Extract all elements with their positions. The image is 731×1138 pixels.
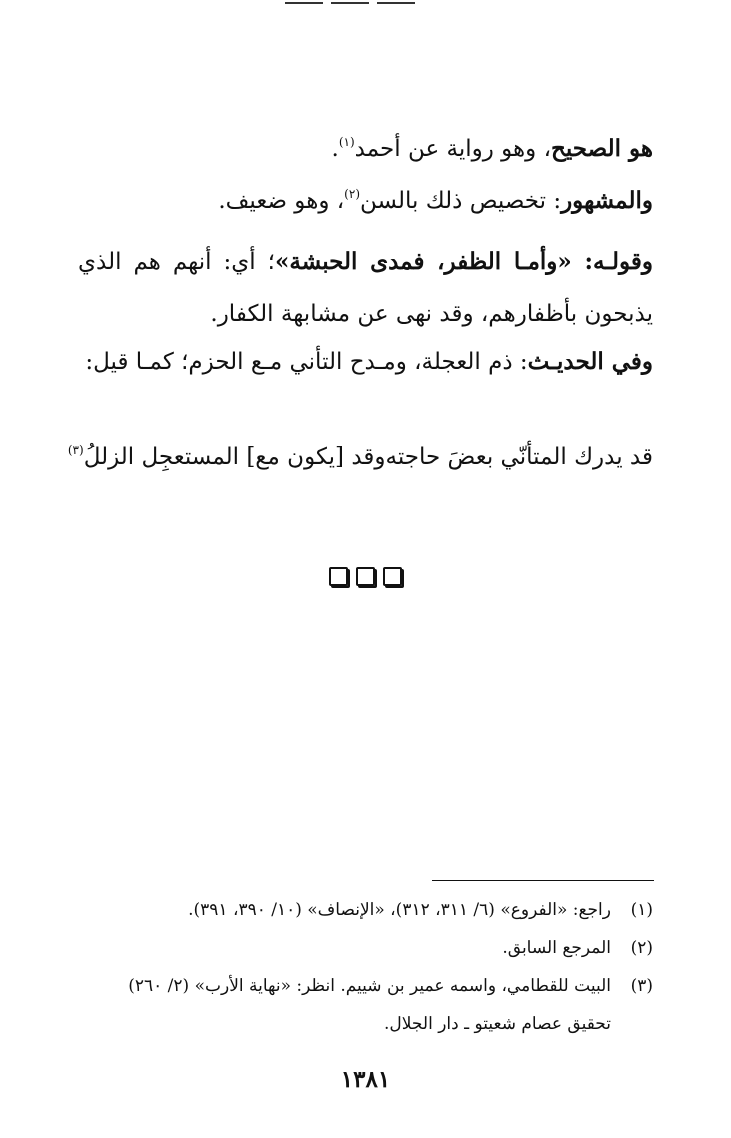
- poetry-verse: [67, 440, 653, 474]
- footnote-3-continuation: تحقيق عصام شعيتو ـ دار الجلال.: [384, 1014, 611, 1034]
- paragraph-text: ، وهو رواية عن أحمد: [354, 136, 551, 162]
- footnote-ref[interactable]: (٣): [67, 443, 84, 457]
- bold-term: هو الصحيح: [551, 135, 653, 162]
- footnote-2: [502, 935, 653, 961]
- paragraph-text: : تخصيص ذلك بالسن: [360, 188, 562, 214]
- footnote-1: [188, 897, 653, 923]
- bold-quote: : «وأمـا الظفر، فمدى الحبشة»: [275, 248, 593, 275]
- paragraph-3: [78, 236, 653, 340]
- paragraph-text: ، وهو ضعيف.: [218, 188, 345, 214]
- footnote-text: راجع: «الفروع» (٦/ ٣١١، ٣١٢)، «الإنصاف» (١٠/ ٣٩٠، ٣٩١).: [188, 900, 611, 920]
- footnote-ref[interactable]: (٢): [344, 187, 360, 201]
- square-ornament: [329, 567, 348, 586]
- page-number: ١٣٨١: [340, 1066, 391, 1093]
- footnote-ref[interactable]: (١): [338, 135, 355, 149]
- paragraph-text: .: [331, 136, 339, 162]
- verse-first-hemistich: قد يدرك المتأنّي بعضَ حاجته: [385, 444, 653, 470]
- bold-term: والمشهور: [561, 187, 653, 214]
- footnote-text: البيت للقطامي، واسمه عمير بن شييم. انظر: «نهاية الأرب» (٢/ ٢٦٠): [128, 976, 611, 996]
- verse-second-hemistich: [68, 440, 386, 474]
- top-decoration-line: [285, 2, 415, 4]
- bold-term: وفي الحديـث: [527, 348, 653, 375]
- bold-term: وقولـه: [592, 248, 653, 275]
- footnote-number: (١): [630, 900, 653, 920]
- paragraph-text: ؛ أي: أنهم هم الذي يذبحون بأظفارهم، وقد نهى عن مشابهة الكفار.: [78, 249, 653, 327]
- paragraph-4: [78, 336, 653, 388]
- paragraph-2: [218, 184, 653, 218]
- footnote-number: (٢): [630, 938, 653, 958]
- square-ornament: [356, 567, 375, 586]
- square-ornament: [383, 567, 402, 586]
- footnote-3: [128, 973, 653, 999]
- footnote-number: (٣): [630, 976, 653, 996]
- verse-text: وقد [يكون مع] المستعجِل الزللُ: [83, 444, 386, 470]
- footnote-separator: [432, 880, 654, 881]
- section-divider-squares: [0, 567, 731, 590]
- footnote-text: المرجع السابق.: [502, 938, 611, 958]
- paragraph-text: : ذم العجلة، ومـدح التأني مـع الحزم؛ كمـا قيل:: [85, 349, 528, 375]
- paragraph-1: [332, 132, 653, 166]
